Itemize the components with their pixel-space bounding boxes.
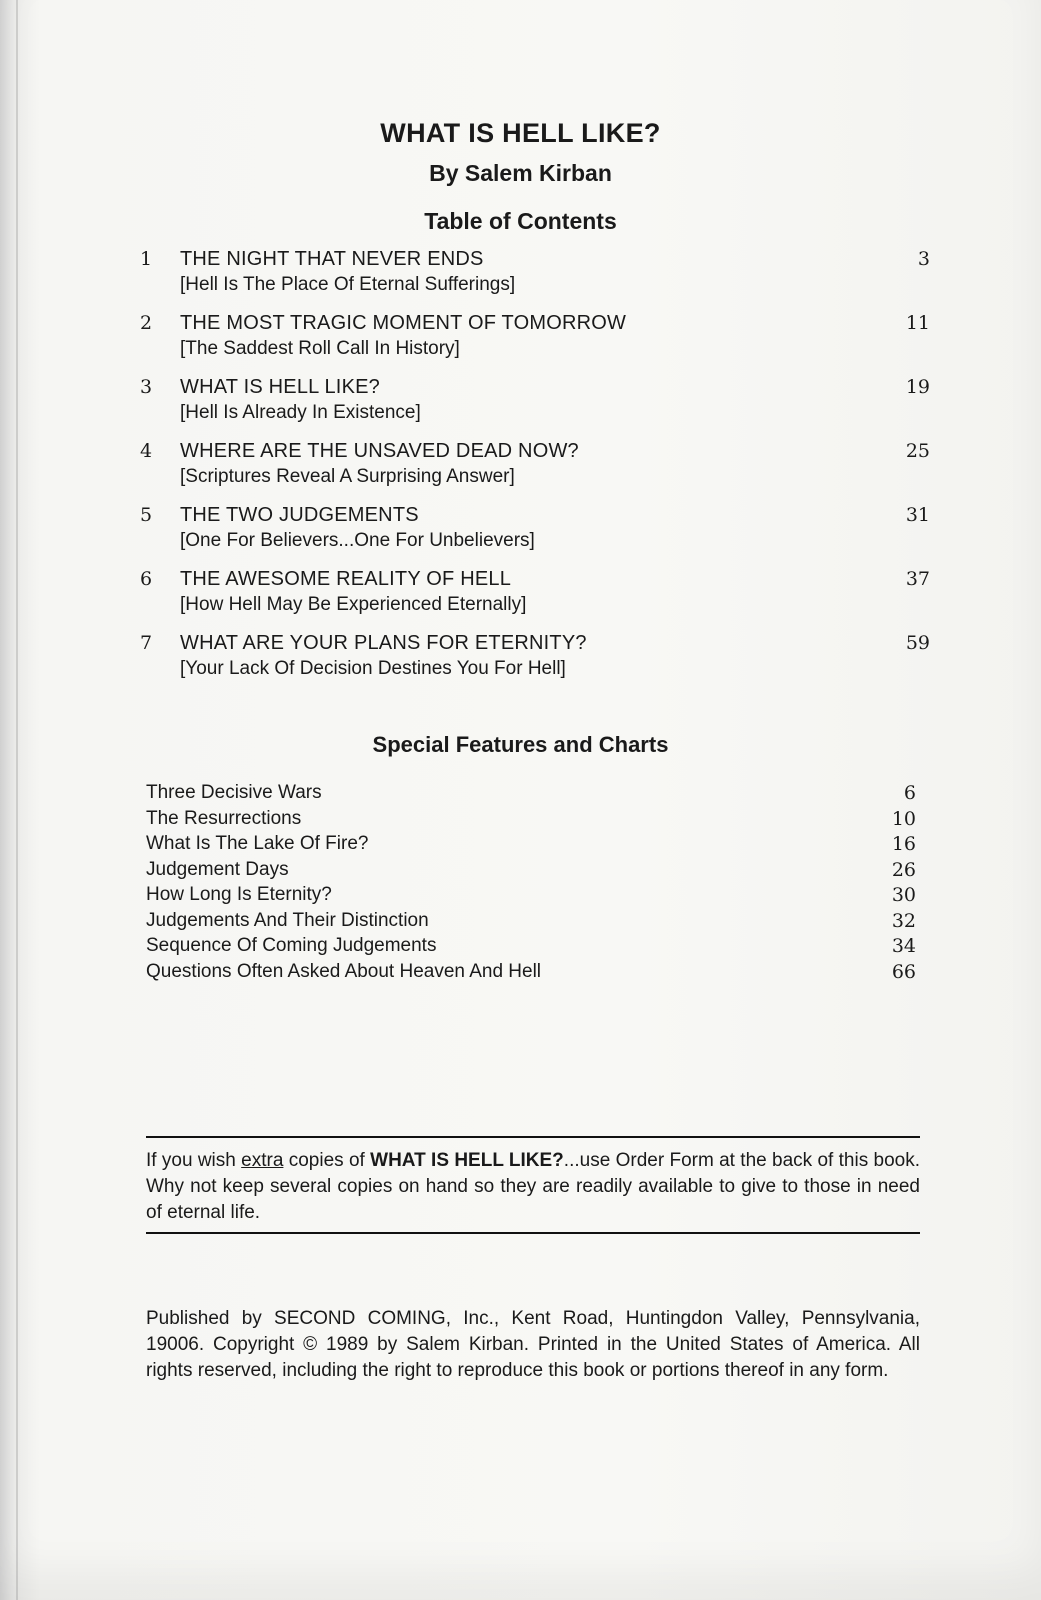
bottom-divider xyxy=(146,1232,920,1234)
chapter-page: 25 xyxy=(905,440,930,462)
chapter-page: 3 xyxy=(917,248,930,270)
feature-entry xyxy=(146,808,916,834)
chapter-page: 31 xyxy=(905,504,930,526)
feature-page: 10 xyxy=(891,807,916,830)
feature-page: 6 xyxy=(903,782,916,804)
chapter-number: 3 xyxy=(140,376,153,398)
chapter-title: THE NIGHT THAT NEVER ENDS xyxy=(180,248,484,270)
features-list xyxy=(146,782,916,986)
chapter-title: THE AWESOME REALITY OF HELL xyxy=(180,568,512,590)
chapter-title: THE TWO JUDGEMENTS xyxy=(180,504,419,526)
chapter-number: 1 xyxy=(140,248,153,270)
feature-page: 32 xyxy=(891,909,916,932)
chapter-entry-6 xyxy=(140,568,930,632)
feature-label: Sequence Of Coming Judgements xyxy=(146,935,437,956)
chapter-number: 7 xyxy=(140,632,153,654)
chapter-subtitle: [The Saddest Roll Call In History] xyxy=(180,338,460,359)
feature-label: Three Decisive Wars xyxy=(146,782,322,803)
book-author: By Salem Kirban xyxy=(429,160,612,186)
chapter-subtitle: [Hell Is Already In Existence] xyxy=(180,402,421,423)
chapter-number: 5 xyxy=(140,504,153,526)
publisher-info: Published by SECOND COMING, Inc., Kent Road, Huntingdon Valley, Pennsylvania, 19006. Copyright © 1989 by Salem Kirban. Printed in the United States of America. All rights reserved, including the right to reproduce this book or portions thereof in any form. xyxy=(146,1308,920,1381)
top-divider xyxy=(146,1136,920,1138)
notice-text-3: ...use Order Form at the back of this book. Why not keep several copies on hand so they are readily available to give to those in need of eternal life. xyxy=(146,1150,920,1223)
feature-page: 30 xyxy=(891,884,916,906)
features-heading: Special Features and Charts xyxy=(372,732,669,757)
chapter-number: 6 xyxy=(140,568,153,590)
notice-text-1: If you wish xyxy=(146,1150,242,1171)
chapter-subtitle: [How Hell May Be Experienced Eternally] xyxy=(180,594,527,615)
feature-label: Judgements And Their Distinction xyxy=(146,909,429,931)
chapter-entry-7 xyxy=(140,632,930,696)
feature-page: 16 xyxy=(891,833,916,855)
notice-text-2: copies of xyxy=(283,1150,371,1171)
order-notice xyxy=(146,1148,920,1226)
feature-page: 26 xyxy=(891,858,916,881)
feature-label: Questions Often Asked About Heaven And Hell xyxy=(146,960,542,982)
chapter-page: 11 xyxy=(905,312,930,334)
chapter-number: 2 xyxy=(140,312,153,334)
chapter-page: 37 xyxy=(905,568,930,590)
chapter-title: THE MOST TRAGIC MOMENT OF TOMORROW xyxy=(180,312,627,334)
notice-book-title: WHAT IS HELL LIKE? xyxy=(370,1150,564,1171)
chapter-entry-3 xyxy=(140,376,930,440)
chapter-title: WHAT IS HELL LIKE? xyxy=(180,376,380,398)
chapter-entry-2 xyxy=(140,312,930,376)
feature-entry xyxy=(146,935,916,961)
chapter-number: 4 xyxy=(140,440,153,462)
chapter-title: WHAT ARE YOUR PLANS FOR ETERNITY? xyxy=(180,632,587,654)
toc-heading: Table of Contents xyxy=(424,208,617,234)
chapter-page: 19 xyxy=(905,376,930,398)
feature-entry xyxy=(146,910,916,936)
chapter-subtitle: [One For Believers...One For Unbelievers] xyxy=(180,530,535,551)
chapter-subtitle: [Hell Is The Place Of Eternal Sufferings] xyxy=(180,274,516,295)
feature-entry xyxy=(146,884,916,910)
chapter-title: WHERE ARE THE UNSAVED DEAD NOW? xyxy=(180,440,579,462)
feature-page: 34 xyxy=(891,935,916,957)
chapter-entry-5 xyxy=(140,504,930,568)
notice-extra: extra xyxy=(241,1150,284,1171)
chapter-subtitle: [Your Lack Of Decision Destines You For Hell] xyxy=(180,658,566,679)
feature-label: What Is The Lake Of Fire? xyxy=(146,833,369,854)
feature-entry xyxy=(146,782,916,808)
feature-label: How Long Is Eternity? xyxy=(146,884,332,905)
chapter-entry-1 xyxy=(140,248,930,312)
chapter-list xyxy=(140,248,930,696)
book-title: WHAT IS HELL LIKE? xyxy=(380,118,661,148)
feature-entry xyxy=(146,833,916,859)
feature-label: The Resurrections xyxy=(146,807,302,829)
feature-label: Judgement Days xyxy=(146,858,289,880)
feature-entry xyxy=(146,859,916,885)
chapter-page: 59 xyxy=(905,632,930,654)
feature-entry xyxy=(146,961,916,987)
chapter-entry-4 xyxy=(140,440,930,504)
chapter-subtitle: [Scriptures Reveal A Surprising Answer] xyxy=(180,466,515,487)
feature-page: 66 xyxy=(891,960,916,983)
